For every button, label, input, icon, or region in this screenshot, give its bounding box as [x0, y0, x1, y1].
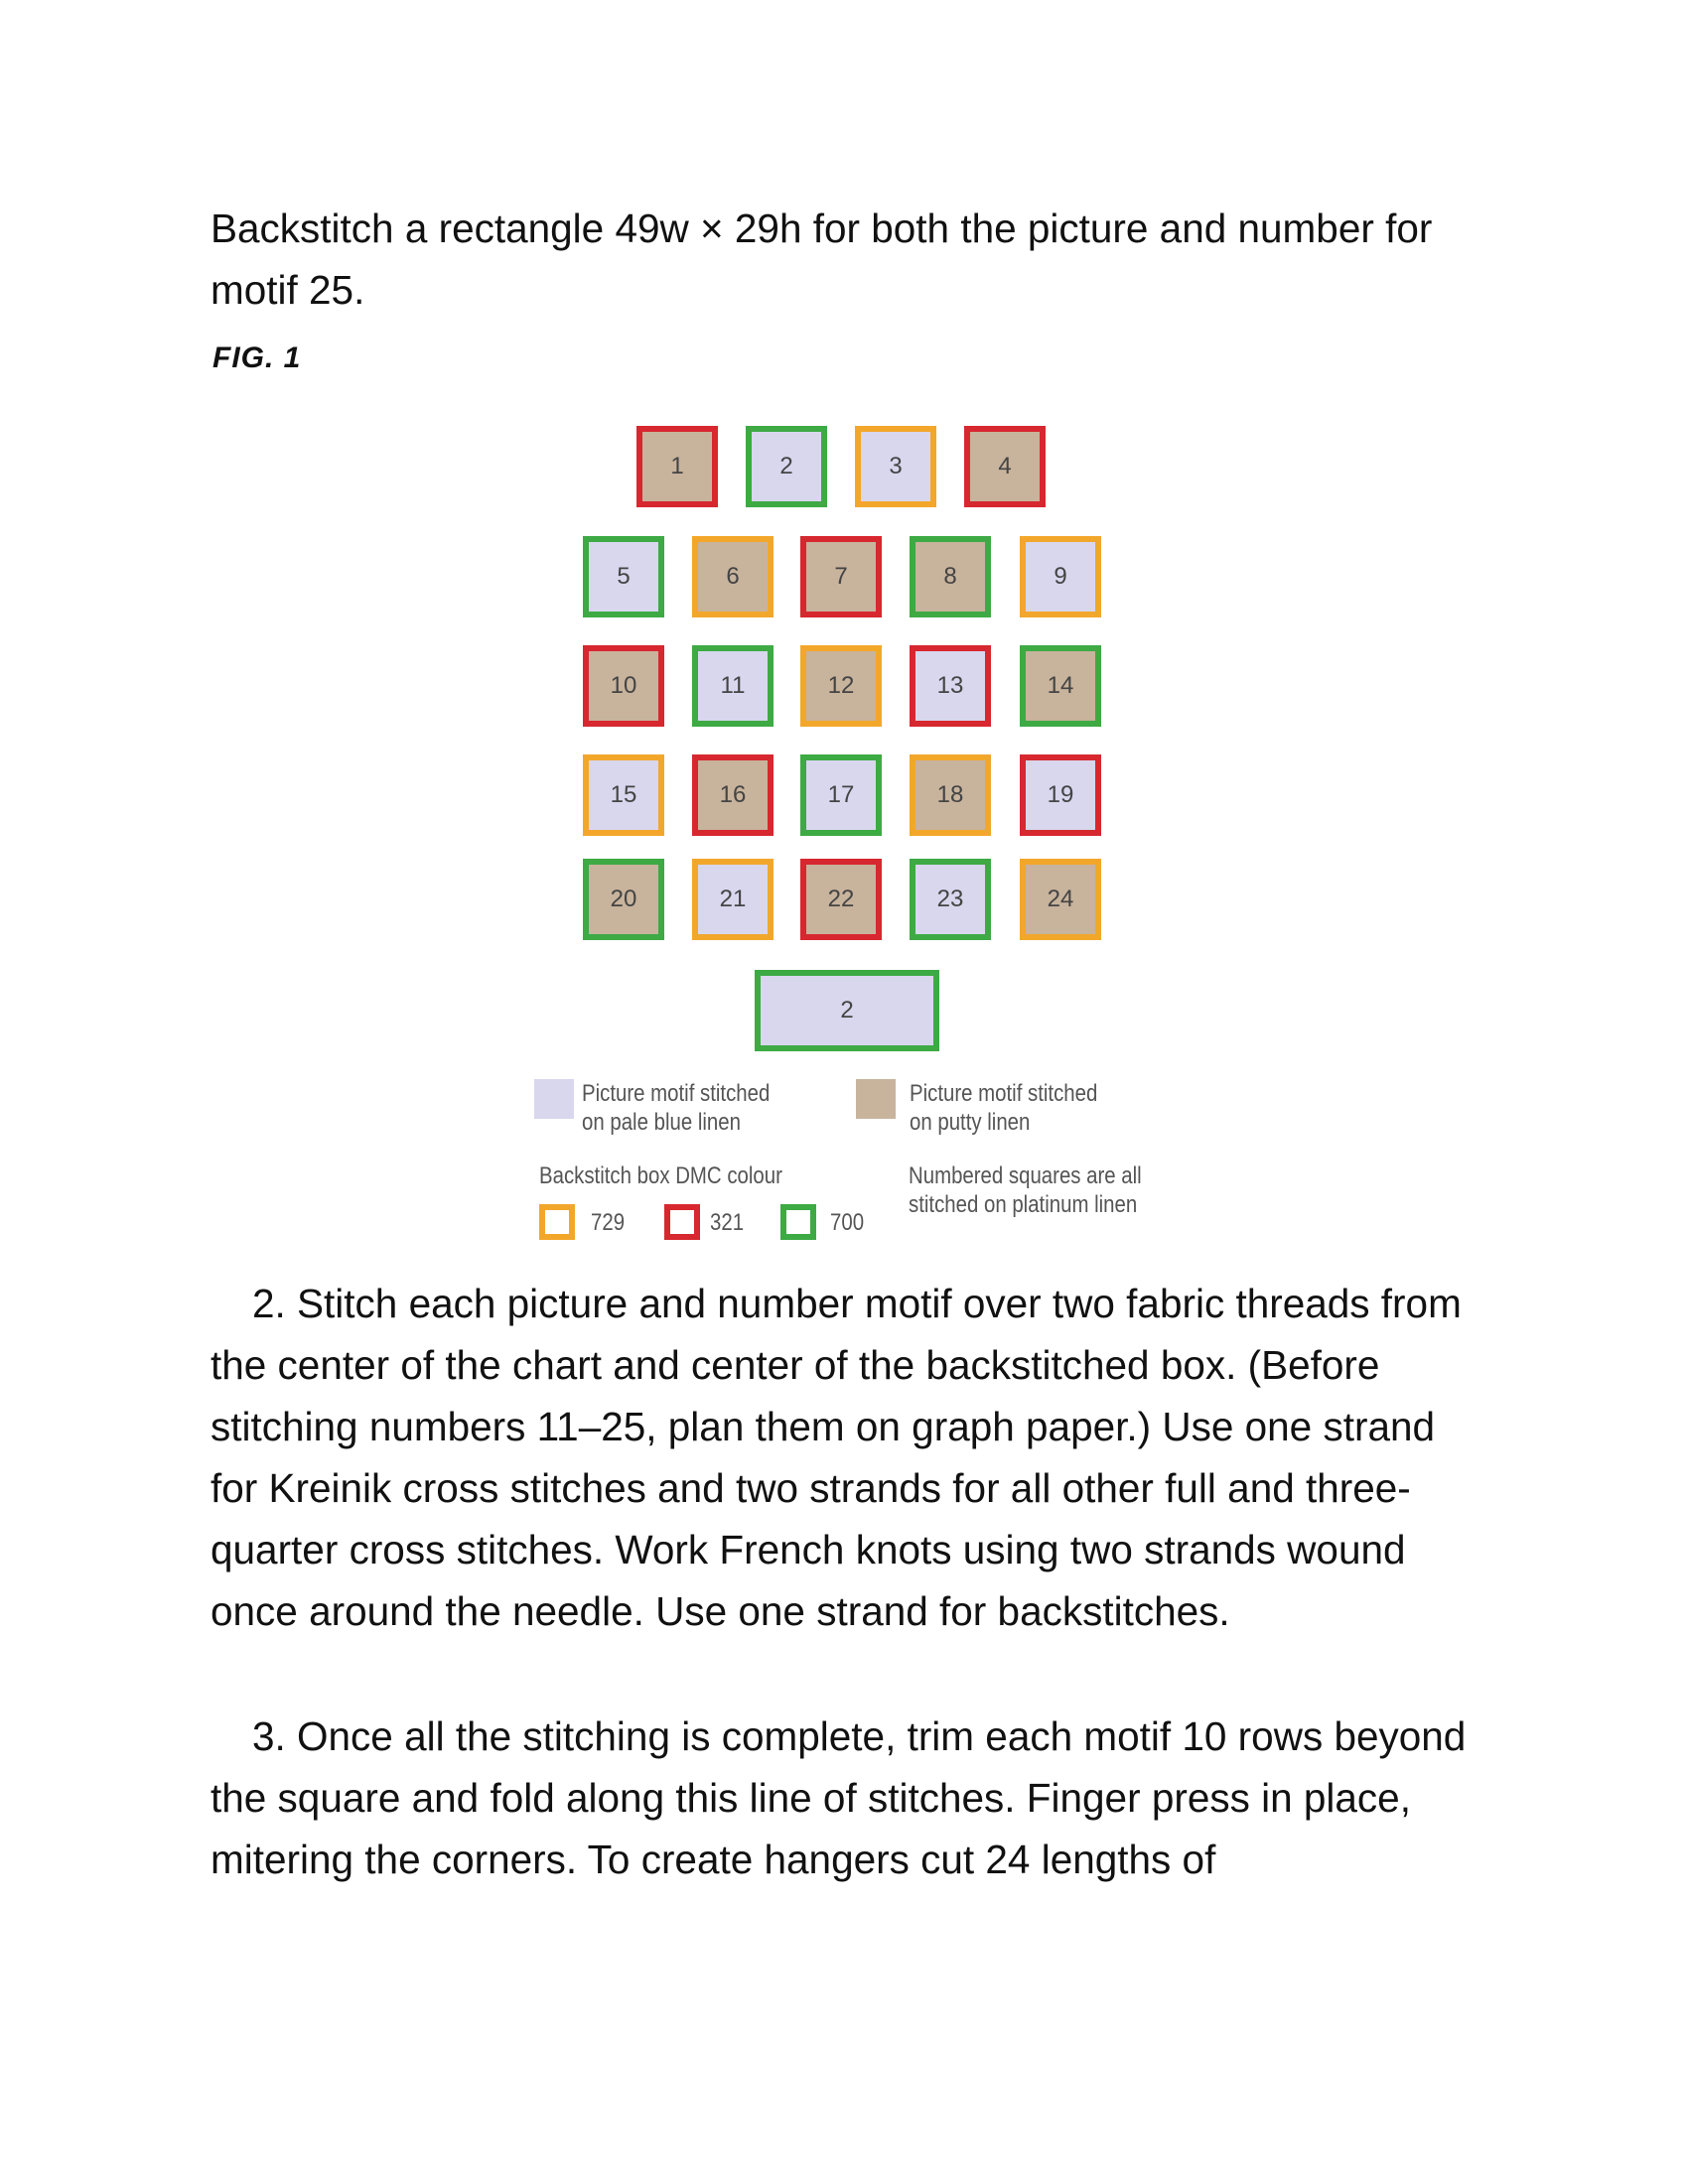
step-3-paragraph — [211, 1706, 1491, 1890]
motif-box-15: 15 — [583, 754, 664, 836]
motif-box-20: 20 — [583, 859, 664, 940]
color-321-label: 321 — [710, 1209, 745, 1236]
motif-box-3: 3 — [855, 426, 936, 507]
motif-box-2: 2 — [746, 426, 827, 507]
motif-box-22: 22 — [800, 859, 882, 940]
motif-box-14: 14 — [1020, 645, 1101, 727]
backstitch-legend-title: Backstitch box DMC colour — [539, 1162, 782, 1189]
pale-blue-label-2: on pale blue linen — [582, 1109, 741, 1136]
numbered-note-2: stitched on platinum linen — [909, 1191, 1138, 1218]
putty-swatch — [856, 1079, 896, 1119]
motif-box-24: 24 — [1020, 859, 1101, 940]
motif-box-19: 19 — [1020, 754, 1101, 836]
pale-blue-swatch — [534, 1079, 574, 1119]
pale-blue-label-1: Picture motif stitched — [582, 1080, 771, 1107]
putty-label-2: on putty linen — [910, 1109, 1031, 1136]
motif-box-6: 6 — [692, 536, 774, 617]
intro-paragraph: Backstitch a rectangle 49w × 29h for both the picture and number for motif 25. — [211, 205, 1433, 313]
motif-box-23: 23 — [910, 859, 991, 940]
numbered-note-1: Numbered squares are all — [909, 1162, 1142, 1189]
figure-caption: FIG. 1 — [212, 341, 302, 374]
motif-box-21: 21 — [692, 859, 774, 940]
putty-label-1: Picture motif stitched — [910, 1080, 1098, 1107]
color-729-swatch — [539, 1204, 575, 1240]
step-3-text: 3. Once all the stitching is complete, trim each motif 10 rows beyond the square and fold along this line of stitches. Finger press in place, mitering the corners. To create hangers cut 24 lengths of — [211, 1713, 1467, 1882]
color-321-swatch — [664, 1204, 700, 1240]
motif-box-11: 11 — [692, 645, 774, 727]
motif-box-12: 12 — [800, 645, 882, 727]
motif-box-4: 4 — [964, 426, 1046, 507]
color-700-swatch — [780, 1204, 816, 1240]
motif-box-8: 8 — [910, 536, 991, 617]
motif-box-18: 18 — [910, 754, 991, 836]
motif-box-9: 9 — [1020, 536, 1101, 617]
motif-box-17: 17 — [800, 754, 882, 836]
motif-box-13: 13 — [910, 645, 991, 727]
motif-box-10: 10 — [583, 645, 664, 727]
motif-box-7: 7 — [800, 536, 882, 617]
motif-box-5: 5 — [583, 536, 664, 617]
color-729-label: 729 — [591, 1209, 626, 1236]
motif-box-16: 16 — [692, 754, 774, 836]
color-700-label: 700 — [830, 1209, 865, 1236]
motif-box-1: 1 — [636, 426, 718, 507]
step-2-paragraph — [211, 1273, 1491, 1642]
step-2-text: 2. Stitch each picture and number motif over two fabric threads from the center of the chart and center of the backstitched box. (Before stitching numbers 11–25, plan them on graph paper.) Use one strand for Kreinik cross stitches and two strands for all other full and three-quarter cross stitches. Work French knots using two strands wound once around the needle. Use one strand for backstitches. — [211, 1281, 1462, 1634]
motif-box-25: 2 — [755, 970, 939, 1051]
